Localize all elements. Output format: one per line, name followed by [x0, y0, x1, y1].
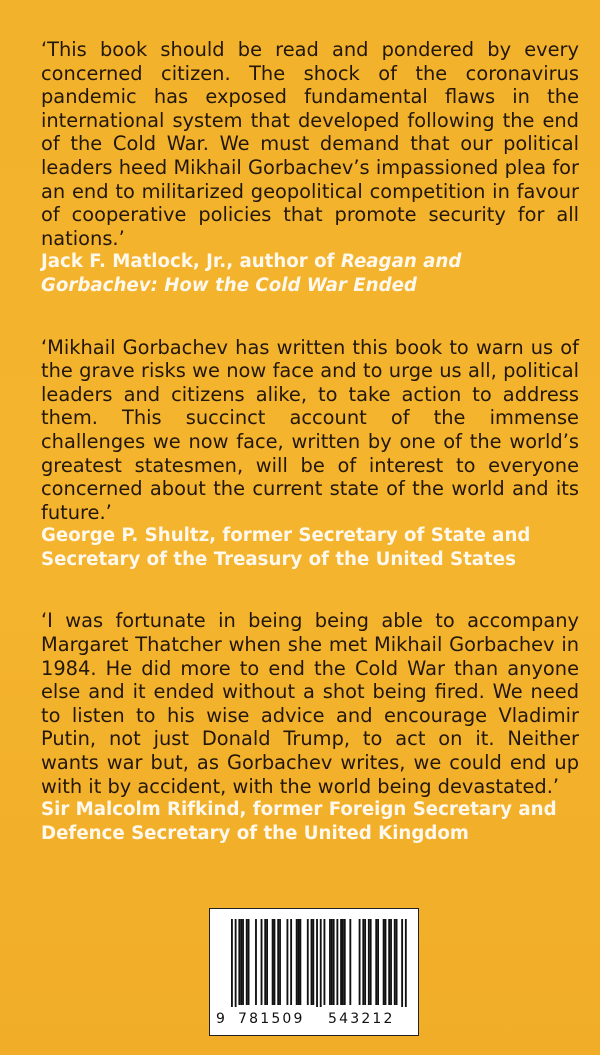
- barcode-bar: [261, 919, 263, 1005]
- barcode-bar: [368, 919, 370, 1005]
- barcode-bar: [264, 919, 266, 1005]
- barcode-bar: [342, 919, 344, 1005]
- barcode-bar: [377, 919, 379, 1005]
- barcode-bar: [333, 919, 335, 1005]
- barcode-bar: [242, 919, 244, 1005]
- barcode-bar: [279, 919, 281, 1005]
- isbn-left-group: 781509: [238, 1011, 305, 1027]
- barcode-bar: [307, 919, 309, 1005]
- blurbs: [41, 38, 579, 883]
- barcode-bar: [238, 919, 240, 1005]
- barcode-bar: [246, 919, 248, 1005]
- barcode-bar: [336, 919, 338, 1005]
- barcode-bar: [385, 919, 387, 1005]
- barcode-bar: [311, 919, 313, 1005]
- barcode-bar: [375, 919, 377, 1005]
- barcode-bar: [240, 919, 242, 1005]
- barcode-bar: [235, 919, 237, 1007]
- barcode-bar: [290, 919, 292, 1005]
- blurb-attribution: [41, 250, 579, 297]
- barcode-bar: [331, 919, 333, 1005]
- barcode-bar: [370, 919, 372, 1005]
- isbn-number: [210, 1011, 418, 1031]
- barcode-bar: [383, 919, 385, 1005]
- blurb-attribution: Sir Malcolm Rifkind, former Foreign Secretary and Defence Secretary of the United Kingdom: [41, 799, 557, 844]
- barcode-bar: [344, 919, 346, 1005]
- barcode-bar: [266, 919, 268, 1005]
- blurb-quote: ‘Mikhail Gorbachev has written this book to warn us of the grave risks we now face and to urge us all, political leaders and citizens alike, to take action to address them. This succinct account of the immense challenges we now face, written by one of the world’s greatest statesmen, will be of interest to everyone concerned about the current state of the world and its future.’: [41, 335, 579, 524]
- barcode-bar: [394, 919, 396, 1005]
- barcode-bar: [401, 919, 403, 1007]
- attribution-book-title: Reagan and Gorbachev: How the Cold War Ended: [41, 251, 462, 296]
- isbn-lead-digit: 9: [216, 1011, 225, 1027]
- barcode-bar: [312, 919, 314, 1005]
- barcode-bar: [287, 919, 289, 1005]
- barcode-bar: [255, 919, 257, 1005]
- barcode-bar: [329, 919, 331, 1005]
- blurb-matlock: [41, 38, 579, 298]
- barcode-bar: [349, 919, 351, 1005]
- blurb-quote: ‘This book should be read and pondered by every concerned citizen. The shock of the coronavirus pandemic has exposed fundamental flaws in the international system that developed following the end of the Cold War. We must demand that our political leaders heed Mikhail Gorbachev’s impassioned plea for an end to militarized geopolitical competition in favour of cooperative policies that promote security for all nations.’: [41, 38, 579, 250]
- barcode-bar: [396, 919, 398, 1005]
- barcode-bar: [248, 919, 250, 1005]
- barcode-bar: [359, 919, 361, 1005]
- blurb-attribution: George P. Shultz, former Secretary of State and Secretary of the Treasury of the United States: [41, 525, 531, 570]
- barcode-bar: [272, 919, 274, 1005]
- barcode-bar: [296, 919, 298, 1005]
- barcode-bar: [231, 919, 233, 1007]
- barcode-bar: [390, 919, 392, 1005]
- barcode-bar: [299, 919, 301, 1005]
- barcode-bar: [277, 919, 279, 1005]
- blurb-quote: ‘I was fortunate in being being able to accompany Margaret Thatcher when she met Mikhail Gorbachev in 1984. He did more to end the Cold War than anyone else and it ended without a shot being fired. We need to listen to his wise advice and encourage Vladimir Putin, not just Donald Trump, to act on it. Neither wants war but, as Gorbachev writes, we could end up with it by accident, with the world being devastated.’: [41, 609, 579, 798]
- barcode-bar: [320, 919, 322, 1007]
- barcode-bar: [388, 919, 390, 1005]
- isbn-right-group: 543212: [328, 1011, 395, 1027]
- barcode-bar: [298, 919, 300, 1005]
- barcode-bar: [316, 919, 318, 1007]
- barcode-bar: [405, 919, 407, 1007]
- blurb-shultz: [41, 336, 579, 572]
- barcode-bar: [340, 919, 342, 1005]
- isbn-barcode: [209, 908, 419, 1036]
- attribution-author: Jack F. Matlock, Jr., author of: [41, 251, 341, 273]
- blurb-rifkind: [41, 609, 579, 845]
- barcode-bar: [362, 919, 364, 1005]
- barcode-bar: [364, 919, 366, 1005]
- barcode-bar: [274, 919, 276, 1005]
- barcode-bar: [324, 919, 326, 1005]
